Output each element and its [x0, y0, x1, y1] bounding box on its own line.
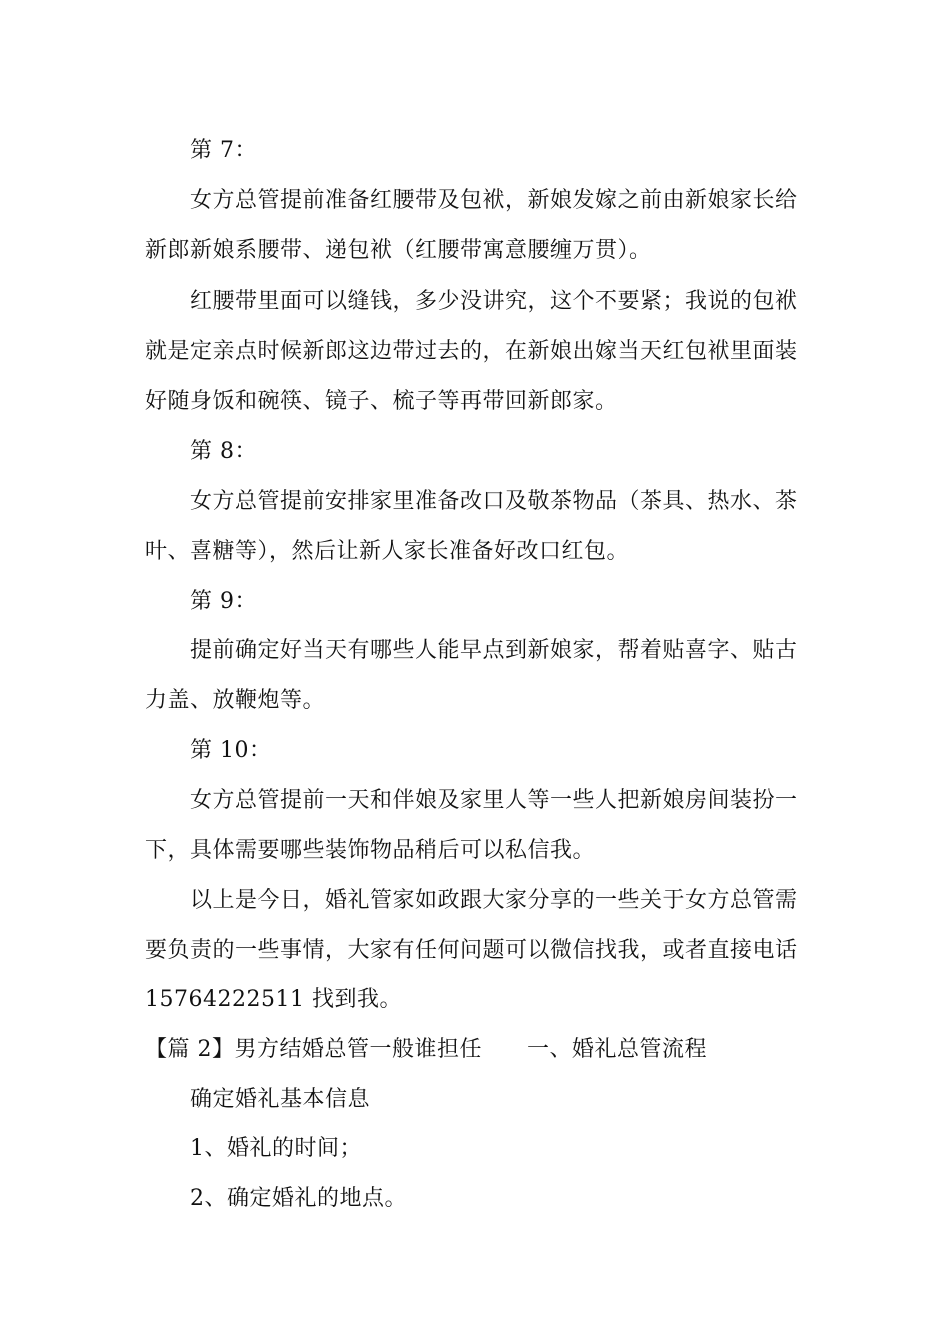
paragraph-line: 就是定亲点时候新郎这边带过去的，在新娘出嫁当天红包袱里面装 [145, 339, 798, 364]
paragraph-line: 女方总管提前安排家里准备改口及敬茶物品（茶具、热水、茶 [190, 489, 798, 514]
paragraph-line: 15764222511 找到我。 [145, 987, 402, 1012]
list-item: 1、婚礼的时间； [190, 1136, 362, 1161]
section-heading: 【篇 2】男方结婚总管一般谁担任 一、婚礼总管流程 [145, 1037, 707, 1062]
heading-item-10: 第 10： [190, 738, 272, 763]
paragraph-line: 以上是今日，婚礼管家如政跟大家分享的一些关于女方总管需 [190, 888, 798, 913]
paragraph-line: 下，具体需要哪些装饰物品稍后可以私信我。 [145, 838, 596, 863]
heading-item-8: 第 8： [190, 439, 257, 464]
heading-item-9: 第 9： [190, 589, 257, 614]
paragraph-line: 女方总管提前准备红腰带及包袱，新娘发嫁之前由新娘家长给 [190, 188, 798, 213]
list-item: 2、确定婚礼的地点。 [190, 1186, 407, 1211]
paragraph-line: 确定婚礼基本信息 [190, 1087, 371, 1112]
paragraph-line: 好随身饭和碗筷、镜子、梳子等再带回新郎家。 [145, 389, 618, 414]
heading-item-7: 第 7： [190, 138, 257, 163]
paragraph-line: 新郎新娘系腰带、递包袱（红腰带寓意腰缠万贯）。 [145, 238, 652, 263]
paragraph-line: 提前确定好当天有哪些人能早点到新娘家，帮着贴喜字、贴古 [190, 638, 798, 663]
paragraph-line: 叶、喜糖等），然后让新人家长准备好改口红包。 [145, 539, 630, 564]
paragraph-line: 力盖、放鞭炮等。 [145, 688, 326, 713]
paragraph-line: 红腰带里面可以缝钱，多少没讲究，这个不要紧；我说的包袱 [190, 289, 798, 314]
paragraph-line: 要负责的一些事情，大家有任何问题可以微信找我，或者直接电话 [145, 938, 798, 963]
paragraph-line: 女方总管提前一天和伴娘及家里人等一些人把新娘房间装扮一 [190, 788, 798, 813]
